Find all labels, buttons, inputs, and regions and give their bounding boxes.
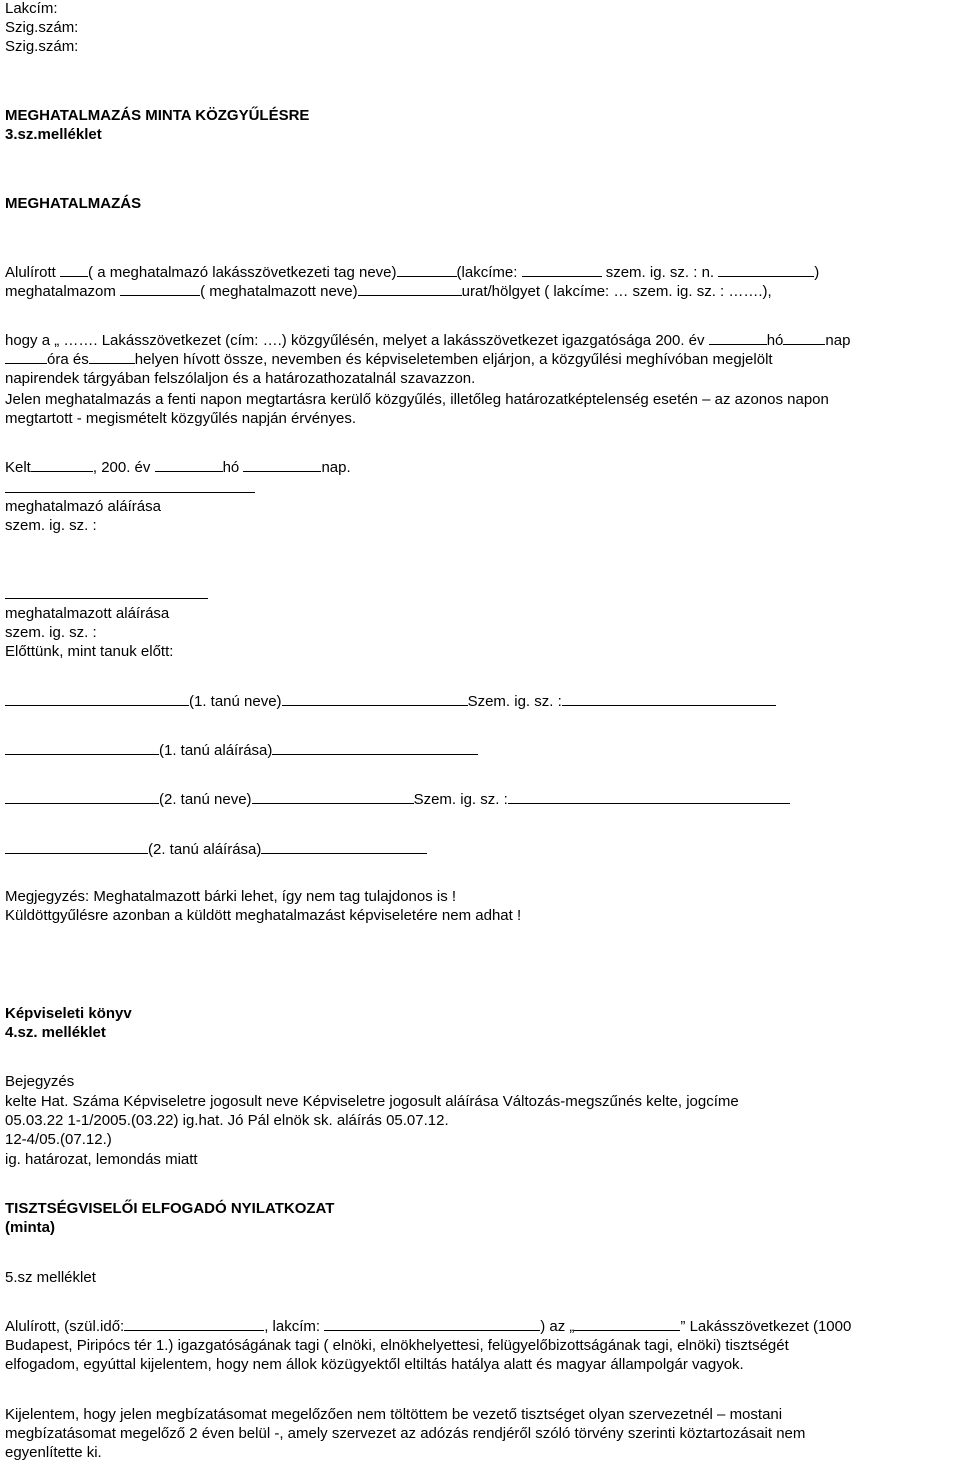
blank-field[interactable] bbox=[522, 264, 602, 277]
address-label: Lakcím: bbox=[5, 0, 58, 17]
witness-2-name-line: (2. tanú neve) Szem. ig. sz. : bbox=[5, 791, 790, 809]
blank-field[interactable] bbox=[5, 693, 189, 706]
proxy-line-5: napirendek tárgyában felszólaljon és a határozathozatalnál szavazzon. bbox=[5, 370, 476, 387]
annex-5-label: 5.sz melléklet bbox=[5, 1269, 96, 1286]
blank-field[interactable] bbox=[282, 693, 468, 706]
witness-1-signature-line: (1. tanú aláírása) bbox=[5, 742, 478, 760]
proxy-line-1: Alulírott ( a meghatalmazó lakásszövetkezeti tag neve) (lakcíme: szem. ig. sz. : n. ) bbox=[5, 264, 820, 281]
blank-field[interactable] bbox=[397, 264, 457, 277]
book-row-1: 05.03.22 1-1/2005.(03.22) ig.hat. Jó Pál elnök sk. aláírás 05.07.12. bbox=[5, 1112, 449, 1129]
blank-field[interactable] bbox=[508, 791, 790, 804]
witness-intro: Előttünk, mint tanuk előtt: bbox=[5, 643, 174, 660]
proxy-line-2: meghatalmazom ( meghatalmazott neve) urat/hölgyet ( lakcíme: … szem. ig. sz. : …….), bbox=[5, 283, 772, 300]
blank-field[interactable] bbox=[89, 351, 135, 364]
blank-field[interactable] bbox=[120, 283, 200, 296]
proxy-line-3: hogy a „ ……. Lakásszövetkezet (cím: ….) közgyűlésén, melyet a lakásszövetkezet igazgatósága 200. év hó nap bbox=[5, 332, 851, 349]
declaration-line-5: megbízatásomat megelőző 2 éven belül -, amely szervezet az adózás rendjéről szóló törvény szerinti köztartozásait nem bbox=[5, 1425, 806, 1442]
blank-field[interactable] bbox=[358, 283, 462, 296]
blank-field[interactable] bbox=[243, 459, 321, 472]
blank-field[interactable] bbox=[324, 1318, 540, 1331]
declaration-line-6: egyenlítette ki. bbox=[5, 1444, 102, 1461]
blank-field[interactable] bbox=[31, 459, 93, 472]
declaration-title: TISZTSÉGVISELŐI ELFOGADÓ NYILATKOZAT bbox=[5, 1200, 335, 1217]
id-number-label-2: Szig.szám: bbox=[5, 38, 79, 55]
proxy-line-4: óra és helyen hívott össze, nevemben és képviseletemben eljárjon, a közgyűlési meghívóban megjelölt bbox=[5, 351, 773, 369]
book-columns: kelte Hat. Száma Képviseletre jogosult neve Képviseletre jogosult aláírása Változás-megszűnés kelte, jogcíme bbox=[5, 1093, 739, 1110]
declaration-line-1: Alulírott, (szül.idő: , lakcím: ) az „ ” Lakásszövetkezet (1000 bbox=[5, 1318, 852, 1335]
note-line-1: Megjegyzés: Meghatalmazott bárki lehet, így nem tag tulajdonos is ! bbox=[5, 888, 457, 905]
blank-field[interactable] bbox=[155, 459, 223, 472]
declaration-line-2: Budapest, Piripócs tér 1.) igazgatóságának tagi ( elnöki, elnökhelyettesi, felügyelőbizottságának tagi, elnöki) tisztségét bbox=[5, 1337, 789, 1354]
validity-line-1: Jelen meghatalmazás a fenti napon megtartásra kerülő közgyűlés, illetőleg határozatképtelenség esetén – az azonos napon bbox=[5, 391, 829, 408]
document-title: MEGHATALMAZÁS MINTA KÖZGYŰLÉSRE bbox=[5, 107, 310, 124]
id-number-label-1: Szig.szám: bbox=[5, 19, 79, 36]
witness-1-name-line: (1. tanú neve) Szem. ig. sz. : bbox=[5, 693, 776, 711]
book-entry-label: Bejegyzés bbox=[5, 1073, 75, 1090]
signature-line-grantor[interactable] bbox=[5, 480, 255, 498]
blank-field[interactable] bbox=[562, 693, 776, 706]
validity-line-2: megtartott - megismételt közgyűlés napján érvényes. bbox=[5, 410, 356, 427]
blank-field[interactable] bbox=[272, 742, 478, 755]
annex-3-label: 3.sz.melléklet bbox=[5, 126, 102, 143]
book-row-2: 12-4/05.(07.12.) bbox=[5, 1131, 112, 1148]
declaration-subtitle: (minta) bbox=[5, 1219, 55, 1236]
proxy-signature-label: meghatalmazott aláírása bbox=[5, 605, 170, 622]
book-row-3: ig. határozat, lemondás miatt bbox=[5, 1151, 198, 1168]
blank-field[interactable] bbox=[261, 841, 427, 854]
date-line: Kelt , 200. év hó nap. bbox=[5, 459, 351, 476]
blank-field[interactable] bbox=[5, 791, 159, 804]
signature-line-proxy[interactable] bbox=[5, 586, 208, 604]
blank-field[interactable] bbox=[5, 742, 159, 755]
note-line-2: Küldöttgyűlésre azonban a küldött meghatalmazást képviseletére nem adhat ! bbox=[5, 907, 522, 924]
annex-4-label: 4.sz. melléklet bbox=[5, 1024, 106, 1041]
grantor-id-label: szem. ig. sz. : bbox=[5, 517, 97, 534]
blank-field[interactable] bbox=[709, 332, 767, 345]
proxy-id-label: szem. ig. sz. : bbox=[5, 624, 97, 641]
blank-field[interactable] bbox=[60, 264, 88, 277]
blank-field[interactable] bbox=[5, 841, 148, 854]
declaration-line-4: Kijelentem, hogy jelen megbízatásomat megelőzően nem töltöttem be vezető tisztséget olyan szervezetnél – mostani bbox=[5, 1406, 783, 1423]
blank-field[interactable] bbox=[783, 332, 825, 345]
blank-field[interactable] bbox=[124, 1318, 264, 1331]
blank-field[interactable] bbox=[718, 264, 814, 277]
blank-field[interactable] bbox=[252, 791, 414, 804]
grantor-signature-label: meghatalmazó aláírása bbox=[5, 498, 161, 515]
section-title: MEGHATALMAZÁS bbox=[5, 195, 142, 212]
blank-field[interactable] bbox=[574, 1318, 680, 1331]
declaration-line-3: elfogadom, egyúttal kijelentem, hogy nem állok közügyektől eltiltás hatálya alatt és magyar állampolgár vagyok. bbox=[5, 1356, 744, 1373]
witness-2-signature-line: (2. tanú aláírása) bbox=[5, 841, 427, 859]
blank-field[interactable] bbox=[5, 351, 47, 364]
representation-book-title: Képviseleti könyv bbox=[5, 1005, 132, 1022]
